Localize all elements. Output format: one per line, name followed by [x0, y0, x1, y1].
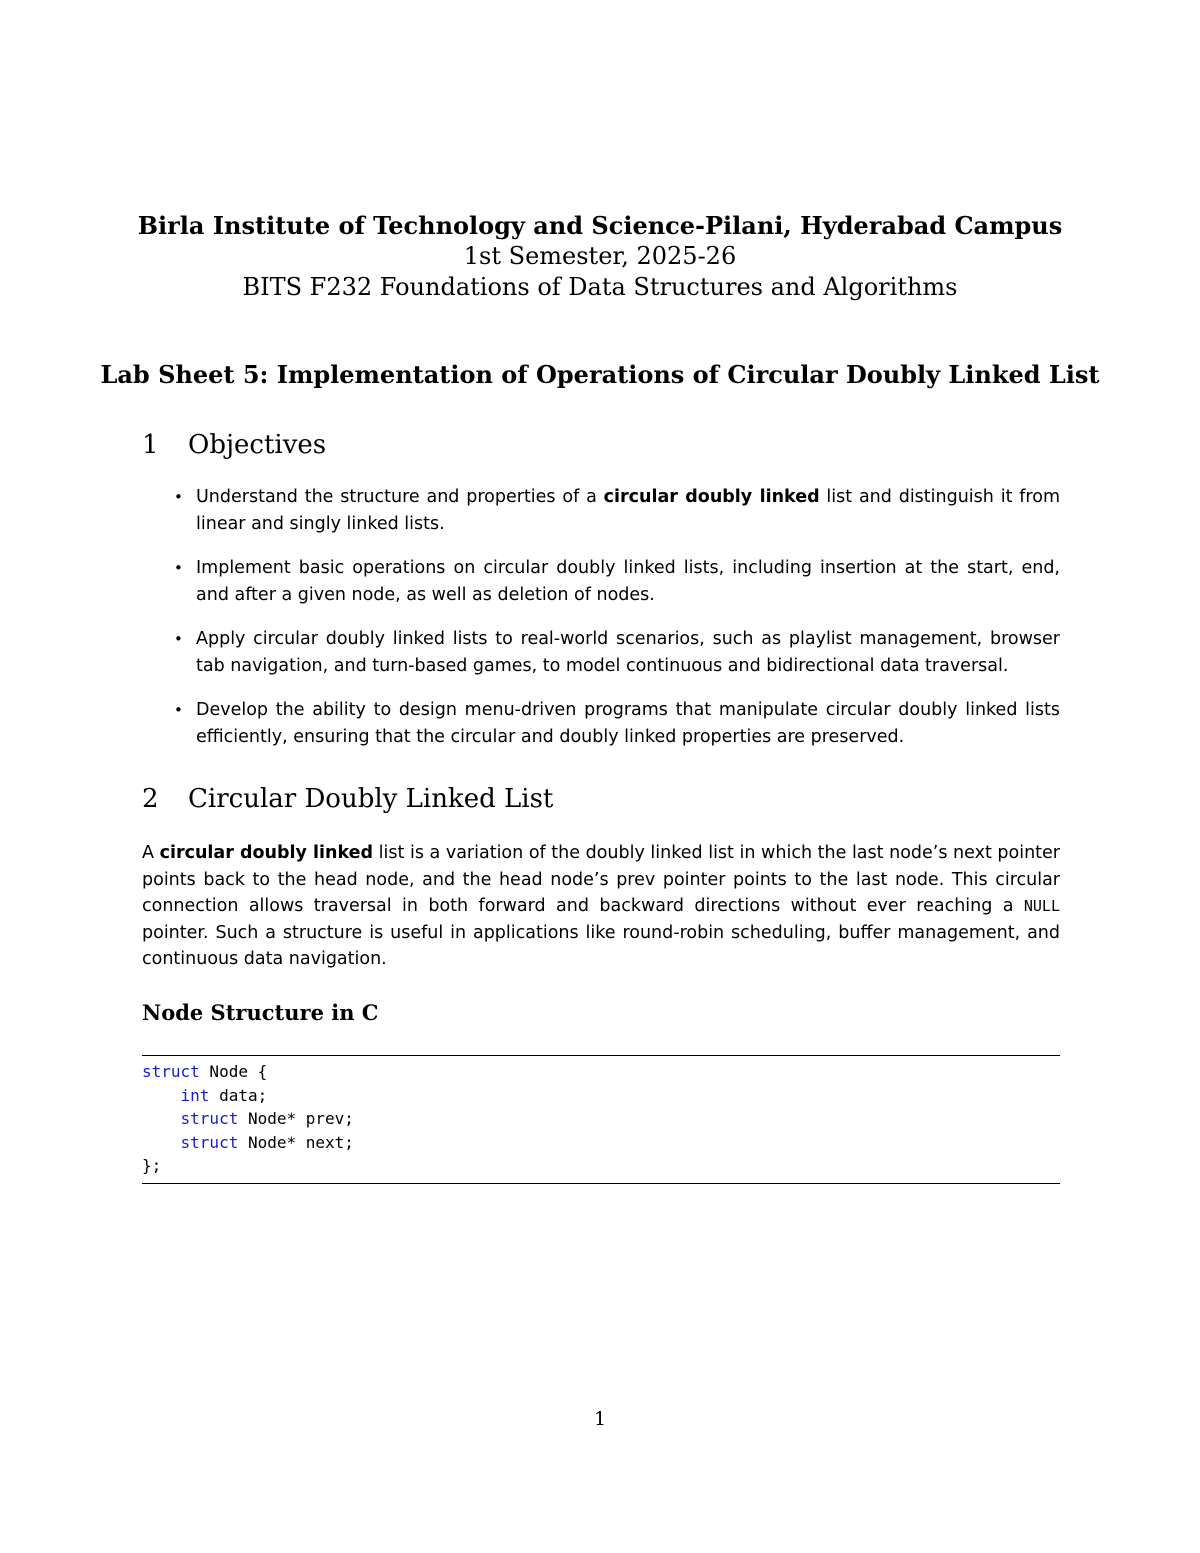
cdll-heading — [142, 784, 553, 814]
list-item-text: Develop the ability to design menu-driven programs that manipulate circular doubly linked lists efficiently, ensuring that the circular and doubly linked properties are preserved. — [196, 700, 1060, 747]
node-structure-heading: Node Structure in C — [142, 1000, 379, 1025]
section-number: 2 — [142, 784, 159, 814]
page-number: 1 — [593, 1408, 607, 1430]
code-indent — [142, 1086, 181, 1105]
document-header — [0, 210, 1200, 303]
bullet-icon: • — [174, 630, 183, 648]
list-item — [142, 697, 1060, 751]
bullet-icon: • — [174, 488, 183, 506]
lab-sheet-title: Lab Sheet 5: Implementation of Operations of Circular Doubly Linked List — [100, 360, 1100, 389]
semester-line: 1st Semester, 2025-26 — [463, 242, 737, 270]
code-text: }; — [142, 1156, 162, 1175]
code-keyword: int — [180, 1085, 210, 1105]
code-text: data; — [209, 1085, 268, 1105]
code-text: Node* next; — [238, 1132, 354, 1152]
code-block — [142, 1060, 1060, 1178]
code-line — [142, 1154, 1060, 1178]
list-item-text: Understand the structure and properties of a — [196, 487, 604, 507]
objectives-list — [142, 484, 1060, 768]
institute-name: Birla Institute of Technology and Science-Pilani, Hyderabad Campus — [137, 211, 1063, 240]
list-item-text: Apply circular doubly linked lists to real-world scenarios, such as playlist management, browser tab navigation, and turn-based games, to model continuous and bidirectional data traversal. — [196, 629, 1060, 676]
code-keyword: struct — [180, 1132, 239, 1152]
paragraph-text: pointer. Such a structure is useful in applications like round-robin scheduling, buffer management, and continuous data navigation. — [142, 922, 1060, 969]
inline-code: NULL — [1023, 897, 1060, 915]
list-item — [142, 626, 1060, 680]
bullet-icon: • — [174, 701, 183, 719]
code-line — [142, 1060, 1060, 1084]
list-item-text: Implement basic operations on circular doubly linked lists, including insertion at the start, end, and after a given node, as well as deletion of nodes. — [196, 558, 1060, 605]
objectives-heading — [142, 430, 326, 460]
list-item — [142, 555, 1060, 609]
list-item-text: list and distinguish it from linear and singly linked lists. — [196, 487, 1060, 534]
list-item — [142, 484, 1060, 538]
section-number: 1 — [142, 430, 159, 460]
section-title: Circular Doubly Linked List — [188, 784, 554, 814]
code-text: Node* prev; — [238, 1109, 354, 1128]
code-bottom-rule — [142, 1183, 1060, 1184]
paragraph-text: list is a variation of the doubly linked list in which the last node’s next pointer points back to the head node, and the head node’s prev pointer points to the last node. This circular connection allows traversal in both forward and backward directions without ever reaching a — [142, 843, 1060, 916]
emphasized-term: circular doubly linked — [159, 843, 374, 863]
paragraph-text: A — [142, 843, 160, 863]
code-indent — [142, 1133, 181, 1152]
course-title: BITS F232 Foundations of Data Structures and Algorithms — [242, 273, 958, 301]
emphasized-term: circular doubly linked — [603, 487, 820, 507]
code-text: Node { — [199, 1062, 268, 1081]
code-top-rule — [142, 1055, 1060, 1056]
code-line — [142, 1084, 1060, 1108]
bullet-icon: • — [174, 559, 183, 577]
code-keyword: struct — [180, 1109, 239, 1128]
section-title: Objectives — [188, 430, 327, 460]
code-indent — [142, 1109, 181, 1128]
code-line — [142, 1107, 1060, 1131]
code-keyword: struct — [142, 1062, 200, 1081]
cdll-description — [142, 840, 1060, 973]
code-line — [142, 1131, 1060, 1155]
